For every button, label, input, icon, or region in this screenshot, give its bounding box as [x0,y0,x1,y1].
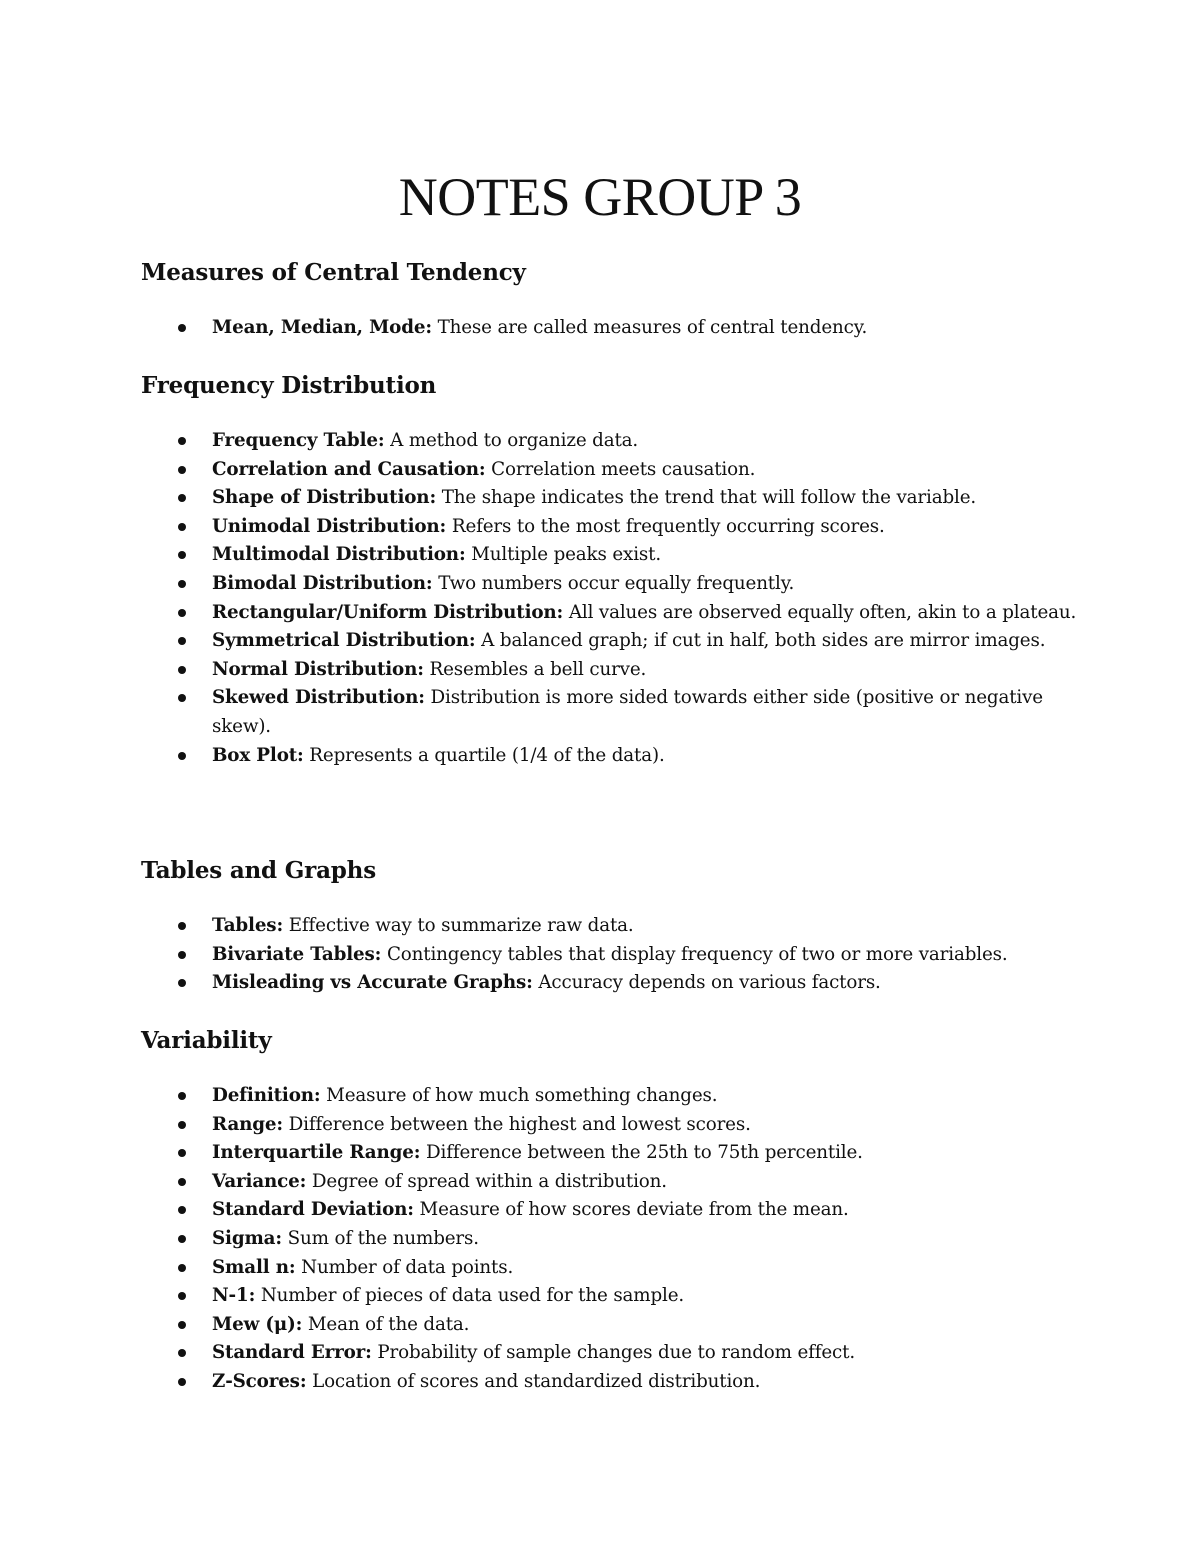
item-term: Shape of Distribution: [212,487,437,509]
item-text: Contingency tables that display frequency of two or more variables. [381,943,1008,965]
bullet-icon [178,1378,186,1386]
item-term: Frequency Table: [212,430,385,451]
list-item [141,427,1081,456]
item-text: Number of pieces of data used for the sample. [255,1285,685,1307]
item-term: Standard Error: [212,1342,372,1364]
list-item [141,1254,1081,1283]
bullet-icon [178,752,186,760]
bullet-list [141,912,1081,998]
bullet-icon [178,580,186,588]
bullet-icon [178,1206,186,1214]
list-item [141,513,1081,542]
item-text: Distribution is more sided towards either side (positive or negative skew). [212,687,1043,737]
list-item [141,941,1081,970]
bullet-list [141,1082,1081,1397]
item-text: Represents a quartile (1/4 of the data). [303,744,665,766]
bullet-icon [178,1178,186,1186]
list-item [141,484,1081,513]
bullet-icon [178,1121,186,1129]
list-item [141,1082,1081,1111]
item-text: Sum of the numbers. [281,1227,479,1249]
item-term: Tables: [212,915,284,936]
item-text: Location of scores and standardized distribution. [306,1370,761,1392]
bullet-icon [178,666,186,674]
list-item [141,456,1081,485]
item-text: A balanced graph; if cut in half, both sides are mirror images. [475,630,1046,652]
section-heading: Variability [141,1027,272,1054]
list-item [141,1311,1081,1340]
item-term: Bivariate Tables: [212,943,382,965]
list-item [141,969,1081,998]
item-term: Unimodal Distribution: [212,515,447,537]
bullet-icon [178,324,186,332]
bullet-icon [178,694,186,702]
item-text: Mean of the data. [302,1313,470,1335]
item-term: Box Plot: [212,744,304,766]
item-text: Probability of sample changes due to random effect. [371,1342,855,1364]
item-text: Refers to the most frequently occurring scores. [446,515,885,537]
item-term: Interquartile Range: [212,1142,421,1164]
section-measures-of-central-tendency [141,258,1081,343]
item-term: Range: [212,1113,284,1135]
list-item [141,1339,1081,1368]
bullet-icon [178,951,186,959]
list-item [141,656,1081,685]
list-item [141,627,1081,656]
list-item [141,1282,1081,1311]
list-item [141,1225,1081,1254]
list-item [141,742,1081,771]
item-text: Multiple peaks exist. [465,544,661,566]
item-text: Two numbers occur equally frequently. [432,572,795,594]
item-term: Standard Deviation: [212,1199,414,1221]
list-item [141,684,1081,741]
item-term: Z-Scores: [212,1370,307,1392]
list-item [141,1196,1081,1225]
section-heading: Frequency Distribution [141,372,437,399]
bullet-icon [178,523,186,531]
document-title: NOTES GROUP 3 [398,167,802,227]
item-term: Symmetrical Distribution: [212,630,476,652]
item-term: Multimodal Distribution: [212,544,466,566]
bullet-icon [178,1292,186,1300]
bullet-icon [178,1321,186,1329]
list-item [141,599,1081,628]
item-text: These are called measures of central tendency. [431,317,868,338]
list-item [141,314,1081,343]
bullet-icon [178,1264,186,1272]
list-item [141,1111,1081,1140]
item-text: Measure of how much something changes. [320,1085,718,1106]
item-term: Variance: [212,1170,307,1192]
item-term: Misleading vs Accurate Graphs: [212,972,533,994]
bullet-icon [178,1149,186,1157]
item-text: All values are observed equally often, akin to a plateau. [563,601,1077,623]
list-item [141,912,1081,941]
list-item [141,1368,1081,1397]
list-item [141,1168,1081,1197]
bullet-icon [178,609,186,617]
bullet-icon [178,1235,186,1243]
item-term: Rectangular/Uniform Distribution: [212,601,564,623]
item-text: Number of data points. [295,1256,514,1278]
bullet-icon [178,922,186,930]
bullet-icon [178,494,186,502]
bullet-icon [178,637,186,645]
item-term: N-1: [212,1285,256,1307]
list-item [141,541,1081,570]
section-heading: Tables and Graphs [141,857,376,884]
item-text: A method to organize data. [384,430,639,451]
bullet-icon [178,979,186,987]
item-term: Sigma: [212,1227,282,1249]
item-text: Accuracy depends on various factors. [532,972,881,994]
item-text: Degree of spread within a distribution. [306,1170,667,1192]
item-term: Mean, Median, Mode: [212,317,432,338]
bullet-list [141,314,1081,343]
item-term: Normal Distribution: [212,658,424,680]
item-term: Small n: [212,1256,296,1278]
item-text: Difference between the 25th to 75th percentile. [420,1142,863,1164]
bullet-list [141,427,1081,770]
list-item [141,1139,1081,1168]
item-text: Resembles a bell curve. [423,658,647,680]
section-frequency-distribution [141,371,1081,770]
item-term: Definition: [212,1085,321,1106]
section-tables-and-graphs [141,856,1081,998]
bullet-icon [178,437,186,445]
list-item [141,570,1081,599]
item-text: The shape indicates the trend that will follow the variable. [436,487,977,509]
item-text: Effective way to summarize raw data. [283,915,634,936]
bullet-icon [178,1092,186,1100]
bullet-icon [178,466,186,474]
item-term: Bimodal Distribution: [212,572,433,594]
bullet-icon [178,1349,186,1357]
item-text: Measure of how scores deviate from the mean. [413,1199,849,1221]
item-text: Correlation meets causation. [485,458,756,480]
item-text: Difference between the highest and lowest scores. [283,1113,751,1135]
section-heading: Measures of Central Tendency [141,259,526,286]
bullet-icon [178,551,186,559]
item-term: Skewed Distribution: [212,687,425,709]
item-term: Mew (μ): [212,1313,303,1335]
item-term: Correlation and Causation: [212,458,486,480]
section-variability [141,1026,1081,1397]
